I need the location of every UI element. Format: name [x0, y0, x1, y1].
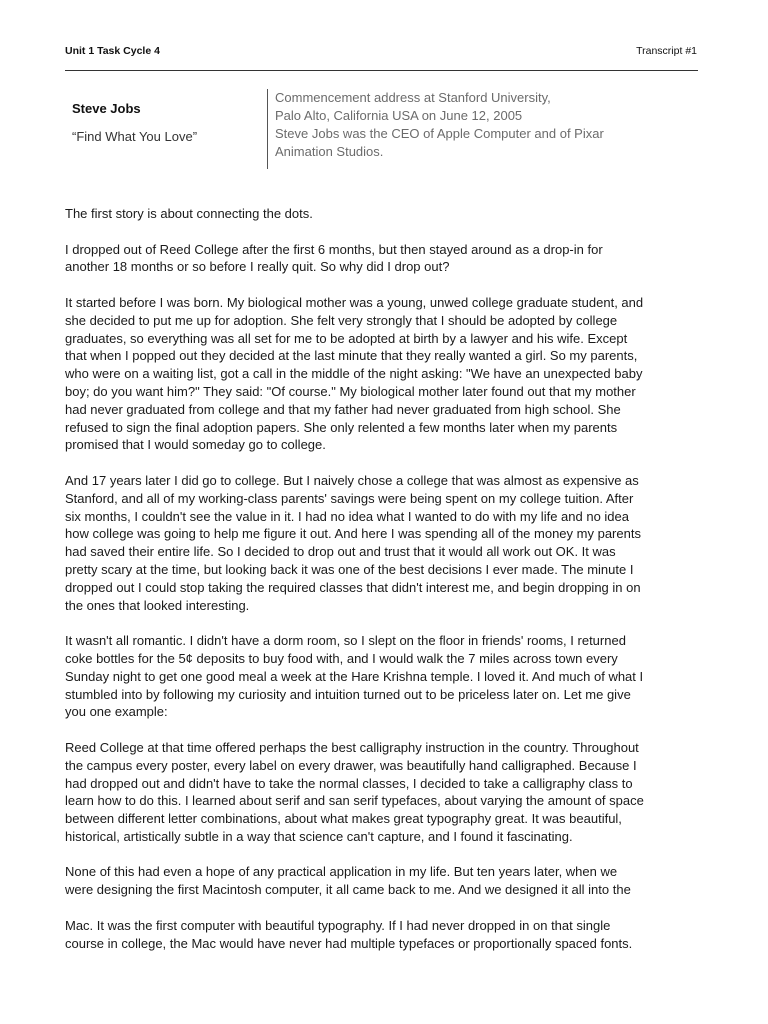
paragraph-line: had saved their entire life. So I decided to drop out and trust that it would all work out OK. It was	[65, 544, 616, 560]
paragraph-line: None of this had even a hope of any practical application in my life. But ten years later, when we	[65, 864, 618, 880]
paragraph-line: who were on a waiting list, got a call in the middle of the night asking: "We have an unexpected baby	[65, 366, 643, 382]
paragraph-line: the ones that looked interesting.	[65, 597, 250, 613]
paragraph	[65, 863, 705, 899]
paragraph-line: promised that I would someday go to college.	[65, 437, 326, 453]
paragraph-line: Sunday night to get one good meal a week at the Hare Krishna temple. I loved it. And much of what I	[65, 668, 644, 684]
paragraph-line: had never graduated from college and that my father had never graduated from high school. She	[65, 401, 621, 417]
paragraph	[65, 917, 705, 953]
paragraph-line: were designing the first Macintosh computer, it all came back to me. And we designed it all into the	[65, 882, 631, 898]
paragraph	[65, 294, 705, 454]
paragraph-line: The first story is about connecting the dots.	[65, 206, 313, 221]
paragraph-line: how college was going to help me figure it out. And here I was spending all of the money my parents	[65, 526, 641, 542]
meta-divider	[267, 89, 268, 169]
paragraph-line: graduates, so everything was all set for me to be adopted at birth by a lawyer and his wife. Except	[65, 330, 628, 346]
transcript-body	[65, 205, 705, 970]
paragraph-line: Reed College at that time offered perhaps the best calligraphy instruction in the country. Throughout	[65, 739, 639, 755]
meta-line: Commencement address at Stanford University,	[275, 90, 551, 105]
meta-line: Animation Studios.	[275, 144, 384, 159]
paragraph-line: It wasn't all romantic. I didn't have a dorm room, so I slept on the floor in friends' rooms, I returned	[65, 633, 626, 649]
paragraph-line: historical, artistically subtle in a way that science can't capture, and I found it fascinating.	[65, 828, 573, 844]
paragraph	[65, 632, 705, 721]
paragraph	[65, 205, 705, 223]
paragraph-line: refused to sign the final adoption papers. She only relented a few months later when my parents	[65, 419, 618, 435]
speech-title: “Find What You Love”	[72, 129, 198, 144]
paragraph-line: dropped out I could stop taking the required classes that didn't interest me, and begin dropping in on	[65, 579, 641, 595]
speaker-name: Steve Jobs	[72, 101, 141, 116]
header-unit-label: Unit 1 Task Cycle 4	[65, 45, 160, 57]
paragraph-line: six months, I couldn't see the value in it. I had no idea what I wanted to do with my life and no idea	[65, 508, 629, 524]
paragraph-line: another 18 months or so before I really quit. So why did I drop out?	[65, 259, 450, 275]
paragraph-line: pretty scary at the time, but looking back it was one of the best decisions I ever made. The minute I	[65, 561, 634, 577]
header-divider	[65, 70, 698, 71]
header-transcript-number: Transcript #1	[636, 45, 697, 57]
paragraph-line: It started before I was born. My biological mother was a young, unwed college graduate student, and	[65, 294, 644, 310]
meta-line: Palo Alto, California USA on June 12, 2005	[275, 108, 523, 123]
paragraph	[65, 472, 705, 614]
paragraph-line: Stanford, and all of my working-class parents' savings were being spent on my college tuition. After	[65, 490, 634, 506]
paragraph-line: the campus every poster, every label on every drawer, was beautifully hand calligraphed. Because I	[65, 757, 637, 773]
paragraph-line: Mac. It was the first computer with beautiful typography. If I had never dropped in on that single	[65, 917, 611, 933]
paragraph	[65, 241, 705, 277]
paragraph-line: between different letter combinations, about what makes great typography great. It was beautiful,	[65, 811, 622, 827]
paragraph-line: boy; do you want him?" They said: "Of course." My biological mother later found out that my mother	[65, 383, 636, 399]
paragraph	[65, 739, 705, 846]
meta-line: Steve Jobs was the CEO of Apple Computer and of Pixar	[275, 126, 604, 141]
paragraph-line: you one example:	[65, 704, 168, 720]
paragraph-line: coke bottles for the 5¢ deposits to buy food with, and I would walk the 7 miles across town every	[65, 650, 618, 666]
speech-meta	[275, 89, 695, 161]
paragraph-line: she decided to put me up for adoption. She felt very strongly that I should be adopted by college	[65, 312, 618, 328]
paragraph-line: And 17 years later I did go to college. But I naively chose a college that was almost as expensive as	[65, 472, 639, 488]
paragraph-line: course in college, the Mac would have never had multiple typefaces or proportionally spaced fonts.	[65, 935, 633, 951]
paragraph-line: that when I popped out they decided at the last minute that they really wanted a girl. So my parents,	[65, 348, 638, 364]
paragraph-line: stumbled into by following my curiosity and intuition turned out to be priceless later on. Let me give	[65, 686, 631, 702]
paragraph-line: I dropped out of Reed College after the first 6 months, but then stayed around as a drop-in for	[65, 241, 603, 257]
paragraph-line: learn how to do this. I learned about serif and san serif typefaces, about varying the amount of space	[65, 793, 644, 809]
paragraph-line: had dropped out and didn't have to take the normal classes, I decided to take a calligraphy class to	[65, 775, 633, 791]
